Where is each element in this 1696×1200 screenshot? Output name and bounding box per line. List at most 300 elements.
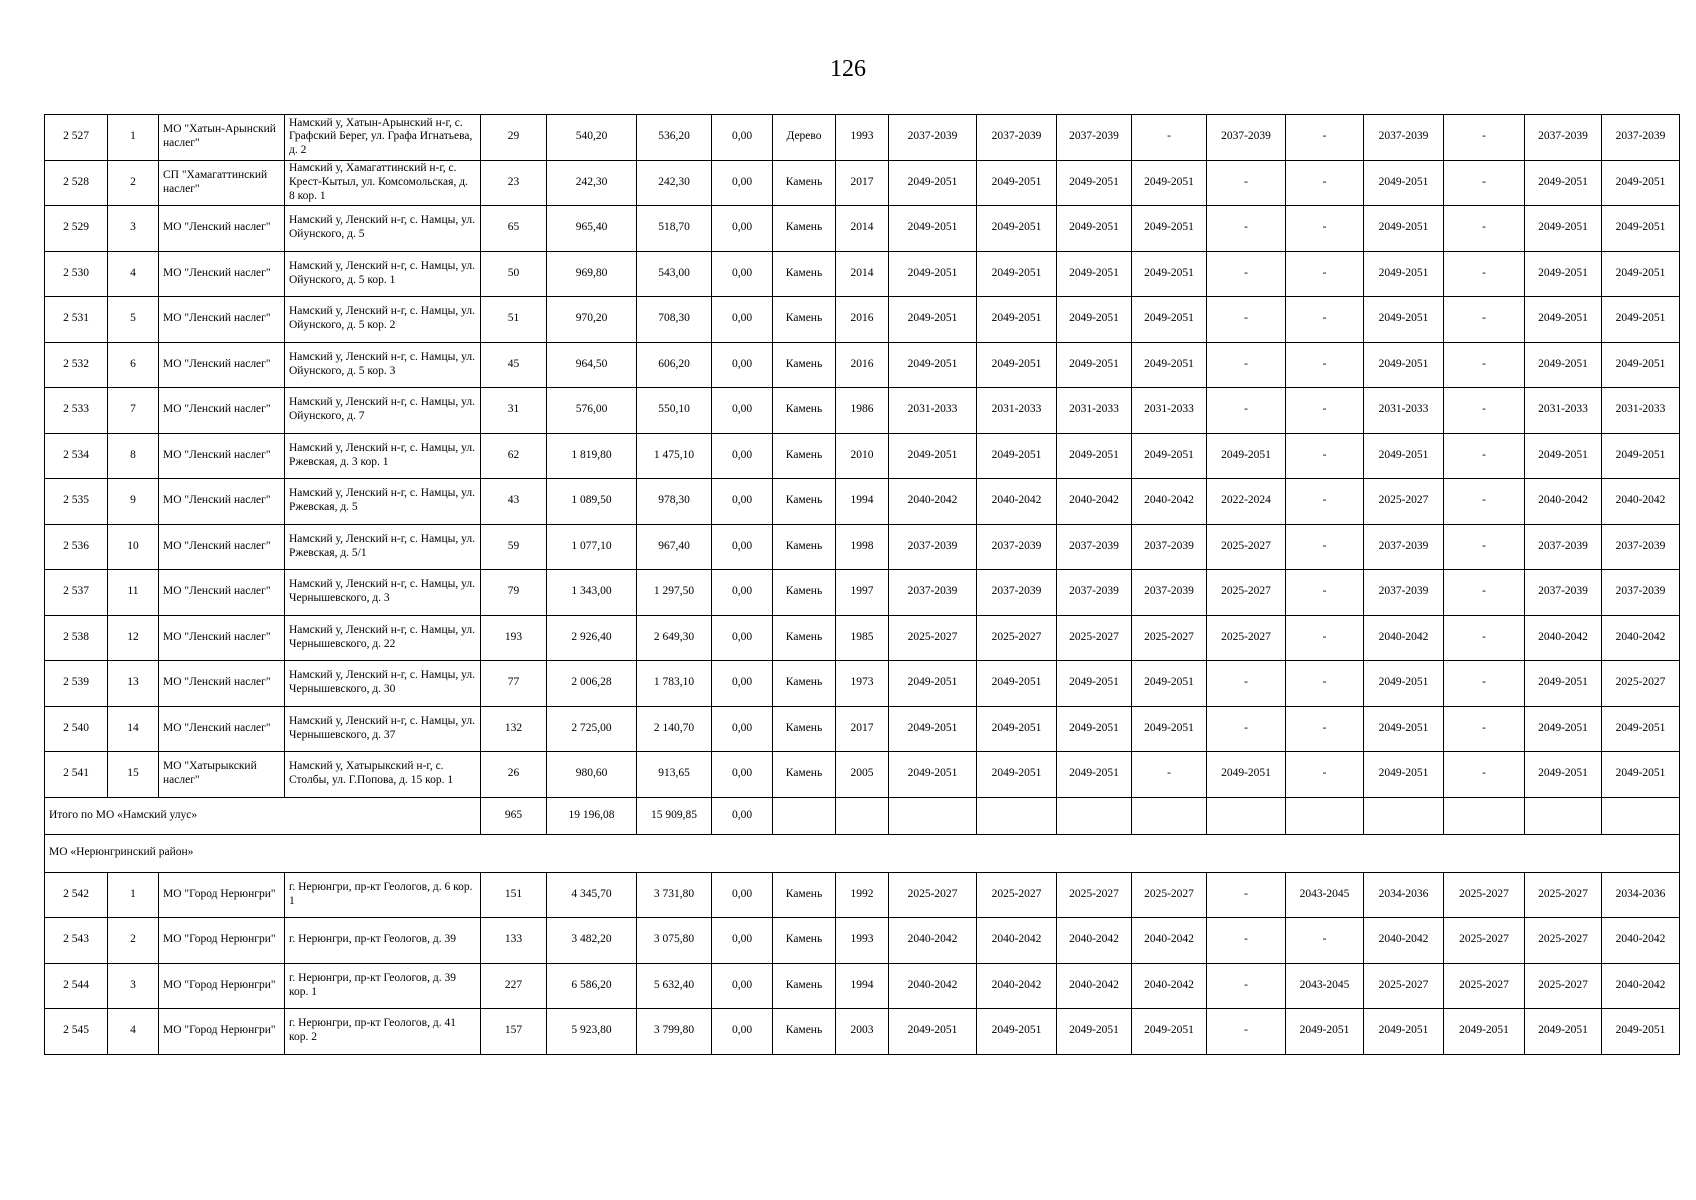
total-row bbox=[45, 797, 1680, 834]
section-header-row bbox=[45, 834, 1680, 872]
table-cell: Камень bbox=[773, 1009, 836, 1055]
table-cell: 0,00 bbox=[712, 433, 773, 479]
table-cell: 2025-2027 bbox=[977, 872, 1057, 918]
table-cell: 2 533 bbox=[45, 388, 108, 434]
table-cell: 2049-2051 bbox=[1207, 433, 1286, 479]
table-cell: - bbox=[1444, 570, 1525, 616]
table-cell: 2037-2039 bbox=[1364, 115, 1444, 161]
table-cell: 2037-2039 bbox=[1132, 570, 1207, 616]
table-cell: - bbox=[1207, 388, 1286, 434]
table-cell: 2049-2051 bbox=[1057, 706, 1132, 752]
table-cell: МО "Ленский наслег" bbox=[159, 433, 285, 479]
table-cell: 2031-2033 bbox=[1364, 388, 1444, 434]
table-cell: 2025-2027 bbox=[1207, 524, 1286, 570]
table-cell: Намский у, Ленский н-г, с. Намцы, ул. Чернышевского, д. 22 bbox=[285, 615, 481, 661]
table-cell: 2037-2039 bbox=[1364, 570, 1444, 616]
table-cell: 2040-2042 bbox=[1525, 615, 1602, 661]
table-cell: 2049-2051 bbox=[1602, 160, 1680, 206]
total-living-area: 15 909,85 bbox=[637, 797, 712, 834]
table-cell: Камень bbox=[773, 872, 836, 918]
table-cell: Камень bbox=[773, 206, 836, 252]
table-cell: 2037-2039 bbox=[1364, 524, 1444, 570]
table-cell: - bbox=[1286, 661, 1364, 707]
table-cell: 2049-2051 bbox=[977, 661, 1057, 707]
table-cell: Камень bbox=[773, 752, 836, 798]
table-cell: МО "Ленский наслег" bbox=[159, 706, 285, 752]
table-cell: 2025-2027 bbox=[1444, 963, 1525, 1009]
table-cell: - bbox=[1444, 297, 1525, 343]
table-cell: 1 077,10 bbox=[547, 524, 637, 570]
table-cell: 2049-2051 bbox=[1602, 342, 1680, 388]
table-cell: Намский у, Хатырыкский н-г, с. Столбы, ул. Г.Попова, д. 15 кор. 1 bbox=[285, 752, 481, 798]
table-cell: 2025-2027 bbox=[1444, 872, 1525, 918]
table-cell: 2010 bbox=[836, 433, 889, 479]
table-cell: 2049-2051 bbox=[1525, 661, 1602, 707]
table-cell: 2049-2051 bbox=[1057, 1009, 1132, 1055]
table-cell: 43 bbox=[481, 479, 547, 525]
table-cell: 2005 bbox=[836, 752, 889, 798]
table-cell: 2 527 bbox=[45, 115, 108, 161]
table-cell: 2037-2039 bbox=[977, 115, 1057, 161]
table-cell: 29 bbox=[481, 115, 547, 161]
table-cell: Камень bbox=[773, 342, 836, 388]
table-cell: 2025-2027 bbox=[1525, 872, 1602, 918]
table-cell: 2049-2051 bbox=[977, 251, 1057, 297]
table-cell: 1973 bbox=[836, 661, 889, 707]
table-cell: 3 799,80 bbox=[637, 1009, 712, 1055]
table-cell: 2040-2042 bbox=[1602, 615, 1680, 661]
table-cell: 2025-2027 bbox=[1207, 615, 1286, 661]
table-cell: 10 bbox=[108, 524, 159, 570]
table-cell: 2 538 bbox=[45, 615, 108, 661]
table-cell: 0,00 bbox=[712, 661, 773, 707]
table-cell: 2049-2051 bbox=[1364, 661, 1444, 707]
table-cell: 2037-2039 bbox=[1132, 524, 1207, 570]
table-cell: - bbox=[1286, 752, 1364, 798]
housing-registry-table bbox=[44, 114, 1680, 1055]
table-cell: 1985 bbox=[836, 615, 889, 661]
table-cell: 1 bbox=[108, 872, 159, 918]
table-cell: МО "Ленский наслег" bbox=[159, 342, 285, 388]
table-cell: Камень bbox=[773, 661, 836, 707]
table-cell: МО "Город Нерюнгри" bbox=[159, 872, 285, 918]
table-cell: - bbox=[1444, 115, 1525, 161]
table-cell: МО "Хатын-Арынский наслег" bbox=[159, 115, 285, 161]
table-cell: 2031-2033 bbox=[889, 388, 977, 434]
table-cell: 2 535 bbox=[45, 479, 108, 525]
table-cell: - bbox=[1207, 342, 1286, 388]
table-row bbox=[45, 206, 1680, 252]
table-cell: 2049-2051 bbox=[889, 706, 977, 752]
table-cell: 550,10 bbox=[637, 388, 712, 434]
table-row bbox=[45, 160, 1680, 206]
table-cell: МО "Ленский наслег" bbox=[159, 615, 285, 661]
table-cell: 2049-2051 bbox=[1364, 342, 1444, 388]
total-residents: 965 bbox=[481, 797, 547, 834]
table-cell: Камень bbox=[773, 570, 836, 616]
table-cell: - bbox=[1444, 479, 1525, 525]
table-cell: 13 bbox=[108, 661, 159, 707]
table-cell: МО "Город Нерюнгри" bbox=[159, 918, 285, 964]
table-cell: 2040-2042 bbox=[889, 918, 977, 964]
table-cell: 4 bbox=[108, 1009, 159, 1055]
table-cell: 6 586,20 bbox=[547, 963, 637, 1009]
table-cell: МО "Ленский наслег" bbox=[159, 251, 285, 297]
table-cell: 2049-2051 bbox=[1132, 661, 1207, 707]
table-cell: 2049-2051 bbox=[1602, 206, 1680, 252]
table-cell: Дерево bbox=[773, 115, 836, 161]
table-cell: 2040-2042 bbox=[1364, 615, 1444, 661]
table-cell: 2049-2051 bbox=[1602, 297, 1680, 343]
table-cell: 157 bbox=[481, 1009, 547, 1055]
table-cell: 2049-2051 bbox=[977, 1009, 1057, 1055]
table-cell: СП "Хамагаттинский наслег" bbox=[159, 160, 285, 206]
table-cell: 227 bbox=[481, 963, 547, 1009]
table-cell: 2031-2033 bbox=[1057, 388, 1132, 434]
table-cell: - bbox=[1444, 752, 1525, 798]
table-cell: 2025-2027 bbox=[1132, 872, 1207, 918]
table-cell: 2003 bbox=[836, 1009, 889, 1055]
table-cell: 2025-2027 bbox=[1525, 918, 1602, 964]
table-cell: Камень bbox=[773, 251, 836, 297]
table-cell: 0,00 bbox=[712, 297, 773, 343]
table-cell: 2014 bbox=[836, 206, 889, 252]
table-cell: 2031-2033 bbox=[1132, 388, 1207, 434]
table-cell: 2049-2051 bbox=[1525, 752, 1602, 798]
table-cell: 2040-2042 bbox=[889, 963, 977, 1009]
table-cell: МО "Город Нерюнгри" bbox=[159, 963, 285, 1009]
table-cell: 2049-2051 bbox=[1364, 297, 1444, 343]
table-cell: 2049-2051 bbox=[977, 433, 1057, 479]
table-cell: 2 540 bbox=[45, 706, 108, 752]
table-cell: МО "Ленский наслег" bbox=[159, 524, 285, 570]
table-cell: 2 140,70 bbox=[637, 706, 712, 752]
table-cell: 2049-2051 bbox=[1364, 160, 1444, 206]
table-row bbox=[45, 570, 1680, 616]
table-cell: 2040-2042 bbox=[1525, 479, 1602, 525]
table-cell: 31 bbox=[481, 388, 547, 434]
table-cell: 2037-2039 bbox=[1057, 570, 1132, 616]
table-cell: 7 bbox=[108, 388, 159, 434]
table-cell: 0,00 bbox=[712, 479, 773, 525]
table-cell: 2049-2051 bbox=[889, 1009, 977, 1055]
table-row bbox=[45, 342, 1680, 388]
table-cell: 2049-2051 bbox=[1602, 1009, 1680, 1055]
table-cell: - bbox=[1207, 206, 1286, 252]
table-cell: 2049-2051 bbox=[1057, 297, 1132, 343]
table-cell: 2049-2051 bbox=[977, 342, 1057, 388]
table-cell: 2014 bbox=[836, 251, 889, 297]
table-cell: 2040-2042 bbox=[1602, 918, 1680, 964]
table-cell: 1992 bbox=[836, 872, 889, 918]
table-cell: 1993 bbox=[836, 115, 889, 161]
table-cell: Камень bbox=[773, 388, 836, 434]
table-cell: 2 532 bbox=[45, 342, 108, 388]
table-cell: Камень bbox=[773, 524, 836, 570]
table-cell: 2049-2051 bbox=[1057, 661, 1132, 707]
table-cell: - bbox=[1286, 918, 1364, 964]
table-cell: 1994 bbox=[836, 963, 889, 1009]
table-cell: - bbox=[1207, 918, 1286, 964]
table-cell: - bbox=[1132, 115, 1207, 161]
table-row bbox=[45, 297, 1680, 343]
table-cell: 9 bbox=[108, 479, 159, 525]
table-cell: 11 bbox=[108, 570, 159, 616]
table-cell: Намский у, Ленский н-г, с. Намцы, ул. Ойунского, д. 5 кор. 2 bbox=[285, 297, 481, 343]
table-cell: 2049-2051 bbox=[1602, 706, 1680, 752]
table-cell: 2049-2051 bbox=[1525, 206, 1602, 252]
table-cell: 2043-2045 bbox=[1286, 872, 1364, 918]
table-cell: 1997 bbox=[836, 570, 889, 616]
table-cell: 2 542 bbox=[45, 872, 108, 918]
table-cell: 2025-2027 bbox=[1444, 918, 1525, 964]
table-cell: 2037-2039 bbox=[1525, 115, 1602, 161]
table-cell: 1 297,50 bbox=[637, 570, 712, 616]
table-cell: 0,00 bbox=[712, 570, 773, 616]
table-cell: 2049-2051 bbox=[889, 160, 977, 206]
table-cell: Намский у, Ленский н-г, с. Намцы, ул. Ржевская, д. 5/1 bbox=[285, 524, 481, 570]
table-cell: - bbox=[1286, 160, 1364, 206]
table-cell: 2037-2039 bbox=[1602, 570, 1680, 616]
table-cell: 0,00 bbox=[712, 706, 773, 752]
table-cell: 2034-2036 bbox=[1364, 872, 1444, 918]
table-cell: Намский у, Ленский н-г, с. Намцы, ул. Ржевская, д. 5 bbox=[285, 479, 481, 525]
table-cell: 15 bbox=[108, 752, 159, 798]
table-cell: 2049-2051 bbox=[1364, 251, 1444, 297]
table-cell: 2049-2051 bbox=[1132, 342, 1207, 388]
table-cell: 2049-2051 bbox=[1057, 752, 1132, 798]
table-cell: 2049-2051 bbox=[889, 206, 977, 252]
table-cell: - bbox=[1286, 115, 1364, 161]
table-cell: - bbox=[1286, 479, 1364, 525]
table-cell: 2049-2051 bbox=[1525, 342, 1602, 388]
table-cell: 0,00 bbox=[712, 752, 773, 798]
table-cell: 8 bbox=[108, 433, 159, 479]
table-cell: 2040-2042 bbox=[1364, 918, 1444, 964]
table-cell: 2049-2051 bbox=[1057, 251, 1132, 297]
table-cell: 2049-2051 bbox=[1525, 251, 1602, 297]
table-cell: - bbox=[1444, 661, 1525, 707]
table-cell: - bbox=[1444, 342, 1525, 388]
table-cell: 0,00 bbox=[712, 1009, 773, 1055]
table-cell: 2049-2051 bbox=[977, 706, 1057, 752]
table-cell: - bbox=[1286, 388, 1364, 434]
table-cell: 2 537 bbox=[45, 570, 108, 616]
table-cell: 2037-2039 bbox=[1525, 524, 1602, 570]
table-cell: - bbox=[1207, 297, 1286, 343]
table-cell: 2049-2051 bbox=[889, 752, 977, 798]
table-cell: 0,00 bbox=[712, 160, 773, 206]
table-cell: 2040-2042 bbox=[977, 918, 1057, 964]
table-cell: 2025-2027 bbox=[1525, 963, 1602, 1009]
table-cell: 1993 bbox=[836, 918, 889, 964]
table-cell: 1 343,00 bbox=[547, 570, 637, 616]
table-row bbox=[45, 661, 1680, 707]
table-cell: 2025-2027 bbox=[1057, 615, 1132, 661]
table-cell: 0,00 bbox=[712, 342, 773, 388]
table-cell: 1986 bbox=[836, 388, 889, 434]
table-cell: Намский у, Хатын-Арынский н-г, с. Графский Берег, ул. Графа Игнатьева, д. 2 bbox=[285, 115, 481, 161]
table-cell: г. Нерюнгри, пр-кт Геологов, д. 41 кор. 2 bbox=[285, 1009, 481, 1055]
table-row bbox=[45, 918, 1680, 964]
table-cell: 2043-2045 bbox=[1286, 963, 1364, 1009]
table-cell: 2049-2051 bbox=[1364, 1009, 1444, 1055]
table-cell: 913,65 bbox=[637, 752, 712, 798]
table-cell: 5 632,40 bbox=[637, 963, 712, 1009]
table-cell: - bbox=[1286, 570, 1364, 616]
table-cell: 2040-2042 bbox=[1132, 963, 1207, 1009]
table-row bbox=[45, 433, 1680, 479]
table-cell: Камень bbox=[773, 297, 836, 343]
table-cell: 2049-2051 bbox=[1364, 706, 1444, 752]
table-cell: - bbox=[1444, 524, 1525, 570]
table-cell: 3 bbox=[108, 206, 159, 252]
table-cell: 2037-2039 bbox=[977, 570, 1057, 616]
table-cell: 708,30 bbox=[637, 297, 712, 343]
table-cell: Намский у, Ленский н-г, с. Намцы, ул. Ойунского, д. 7 bbox=[285, 388, 481, 434]
table-cell: Камень bbox=[773, 479, 836, 525]
table-cell: 2049-2051 bbox=[1602, 251, 1680, 297]
table-cell: 1 089,50 bbox=[547, 479, 637, 525]
table-cell: 2 bbox=[108, 918, 159, 964]
table-cell: МО "Ленский наслег" bbox=[159, 388, 285, 434]
table-cell: Намский у, Ленский н-г, с. Намцы, ул. Ржевская, д. 3 кор. 1 bbox=[285, 433, 481, 479]
table-cell: 62 bbox=[481, 433, 547, 479]
table-cell: 2049-2051 bbox=[889, 433, 977, 479]
table-cell: 2049-2051 bbox=[1057, 160, 1132, 206]
table-cell: Намский у, Ленский н-г, с. Намцы, ул. Ойунского, д. 5 bbox=[285, 206, 481, 252]
table-cell: 2037-2039 bbox=[1602, 524, 1680, 570]
table-cell: 2049-2051 bbox=[1364, 433, 1444, 479]
table-cell: - bbox=[1286, 297, 1364, 343]
table-cell: - bbox=[1444, 615, 1525, 661]
table-cell: МО "Город Нерюнгри" bbox=[159, 1009, 285, 1055]
table-cell: 2049-2051 bbox=[1132, 297, 1207, 343]
table-cell: - bbox=[1286, 706, 1364, 752]
table-cell: 978,30 bbox=[637, 479, 712, 525]
table-cell: - bbox=[1444, 251, 1525, 297]
table-cell: 606,20 bbox=[637, 342, 712, 388]
table-cell: 45 bbox=[481, 342, 547, 388]
table-cell: 242,30 bbox=[547, 160, 637, 206]
table-cell: - bbox=[1286, 206, 1364, 252]
table-cell: МО "Ленский наслег" bbox=[159, 479, 285, 525]
table-cell: 2049-2051 bbox=[1132, 706, 1207, 752]
table-cell: 2031-2033 bbox=[977, 388, 1057, 434]
table-cell: - bbox=[1207, 963, 1286, 1009]
table-row bbox=[45, 872, 1680, 918]
table-cell: 2025-2027 bbox=[1132, 615, 1207, 661]
table-cell: г. Нерюнгри, пр-кт Геологов, д. 39 bbox=[285, 918, 481, 964]
table-cell: 2037-2039 bbox=[977, 524, 1057, 570]
table-cell: Намский у, Ленский н-г, с. Намцы, ул. Ойунского, д. 5 кор. 1 bbox=[285, 251, 481, 297]
table-cell: 1 783,10 bbox=[637, 661, 712, 707]
table-cell: - bbox=[1207, 872, 1286, 918]
table-cell: 2025-2027 bbox=[1364, 479, 1444, 525]
table-cell: 2049-2051 bbox=[1057, 206, 1132, 252]
table-cell: 14 bbox=[108, 706, 159, 752]
table-cell: 2037-2039 bbox=[889, 115, 977, 161]
table-cell: - bbox=[1286, 524, 1364, 570]
table-cell: 1 819,80 bbox=[547, 433, 637, 479]
table-cell: 2049-2051 bbox=[1525, 297, 1602, 343]
table-cell: 965,40 bbox=[547, 206, 637, 252]
table-cell: 2 529 bbox=[45, 206, 108, 252]
table-cell: - bbox=[1286, 615, 1364, 661]
table-cell: - bbox=[1286, 433, 1364, 479]
table-cell: 2037-2039 bbox=[889, 524, 977, 570]
table-cell: 2 531 bbox=[45, 297, 108, 343]
table-cell: 6 bbox=[108, 342, 159, 388]
table-cell: 2022-2024 bbox=[1207, 479, 1286, 525]
table-cell: 2025-2027 bbox=[889, 872, 977, 918]
table-cell: 0,00 bbox=[712, 388, 773, 434]
table-cell: 2049-2051 bbox=[889, 297, 977, 343]
table-cell: 2049-2051 bbox=[1525, 1009, 1602, 1055]
table-cell: 2040-2042 bbox=[977, 479, 1057, 525]
table-cell: 193 bbox=[481, 615, 547, 661]
table-cell: г. Нерюнгри, пр-кт Геологов, д. 39 кор. 1 bbox=[285, 963, 481, 1009]
table-cell: Камень bbox=[773, 160, 836, 206]
table-cell: 12 bbox=[108, 615, 159, 661]
table-cell: 2 bbox=[108, 160, 159, 206]
table-cell: 0,00 bbox=[712, 918, 773, 964]
table-cell: 2049-2051 bbox=[889, 251, 977, 297]
table-cell: 2049-2051 bbox=[1364, 206, 1444, 252]
table-cell: 2 006,28 bbox=[547, 661, 637, 707]
table-cell: 2049-2051 bbox=[977, 297, 1057, 343]
table-cell: 0,00 bbox=[712, 251, 773, 297]
section-title: МО «Нерюнгринский район» bbox=[45, 834, 1680, 872]
table-cell: 23 bbox=[481, 160, 547, 206]
table-cell: МО "Ленский наслег" bbox=[159, 297, 285, 343]
table-cell: 133 bbox=[481, 918, 547, 964]
table-cell: 0,00 bbox=[712, 206, 773, 252]
table-cell: 77 bbox=[481, 661, 547, 707]
table-cell: 2 530 bbox=[45, 251, 108, 297]
table-cell: 2049-2051 bbox=[1602, 433, 1680, 479]
table-cell: 2040-2042 bbox=[1132, 918, 1207, 964]
table-cell: 0,00 bbox=[712, 524, 773, 570]
table-cell: 2031-2033 bbox=[1525, 388, 1602, 434]
table-cell: 540,20 bbox=[547, 115, 637, 161]
table-cell: 2 926,40 bbox=[547, 615, 637, 661]
table-cell: 2 543 bbox=[45, 918, 108, 964]
table-cell: Намский у, Ленский н-г, с. Намцы, ул. Ойунского, д. 5 кор. 3 bbox=[285, 342, 481, 388]
table-cell: 2037-2039 bbox=[889, 570, 977, 616]
table-cell: 3 731,80 bbox=[637, 872, 712, 918]
table-cell: 2049-2051 bbox=[977, 206, 1057, 252]
table-cell: 79 bbox=[481, 570, 547, 616]
table-row bbox=[45, 115, 1680, 161]
table-cell: 1994 bbox=[836, 479, 889, 525]
table-cell: 2 534 bbox=[45, 433, 108, 479]
table-row bbox=[45, 706, 1680, 752]
table-cell: 5 923,80 bbox=[547, 1009, 637, 1055]
table-cell: 3 bbox=[108, 963, 159, 1009]
table-cell: 2049-2051 bbox=[1286, 1009, 1364, 1055]
table-cell: 1 475,10 bbox=[637, 433, 712, 479]
table-cell: МО "Ленский наслег" bbox=[159, 570, 285, 616]
table-cell: 4 bbox=[108, 251, 159, 297]
table-cell: 132 bbox=[481, 706, 547, 752]
table-cell: - bbox=[1207, 251, 1286, 297]
table-row bbox=[45, 615, 1680, 661]
table-cell: Намский у, Ленский н-г, с. Намцы, ул. Чернышевского, д. 37 bbox=[285, 706, 481, 752]
table-cell: 1 bbox=[108, 115, 159, 161]
table-cell: Намский у, Ленский н-г, с. Намцы, ул. Чернышевского, д. 30 bbox=[285, 661, 481, 707]
table-cell: 3 075,80 bbox=[637, 918, 712, 964]
